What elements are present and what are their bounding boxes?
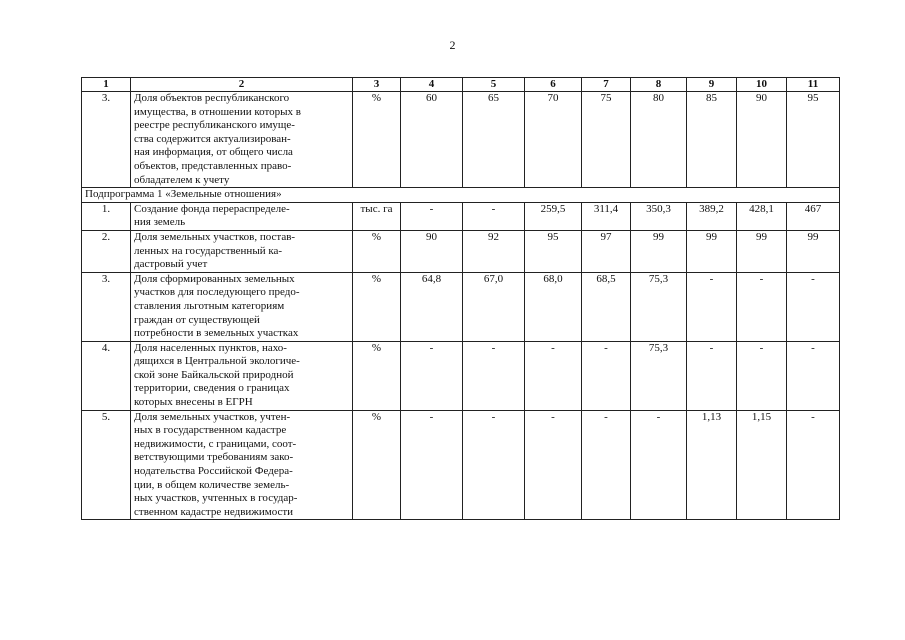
- value-cell: -: [737, 341, 787, 410]
- value-cell: -: [687, 341, 737, 410]
- header-cell: 9: [687, 78, 737, 92]
- header-cell: 4: [401, 78, 463, 92]
- table-header-row: [82, 78, 840, 92]
- value-cell: -: [401, 410, 463, 520]
- description-line: ная информация, от общего числа: [134, 146, 293, 159]
- header-cell: 3: [353, 78, 401, 92]
- row-number: 2.: [82, 230, 131, 272]
- description-line: ции, в общем количестве земель-: [134, 478, 290, 491]
- value-cell: 259,5: [525, 202, 582, 230]
- table-row: [82, 92, 840, 188]
- subprogram-row: [82, 188, 840, 203]
- unit-cell: %: [353, 230, 401, 272]
- description-line: ственном кадастре недвижимости: [134, 505, 294, 518]
- description-line: ния земель: [134, 216, 186, 229]
- table-row: [82, 272, 840, 341]
- description-line: Доля сформированных земельных: [134, 272, 295, 285]
- value-cell: -: [463, 202, 525, 230]
- description-line: Доля земельных участков, постав-: [134, 230, 296, 243]
- value-cell: 80: [631, 92, 687, 188]
- value-cell: 311,4: [582, 202, 631, 230]
- table-row: [82, 341, 840, 410]
- header-cell: 5: [463, 78, 525, 92]
- description-line: территории, сведения о границах: [134, 382, 290, 395]
- value-cell: -: [787, 341, 840, 410]
- page-number: 2: [449, 38, 456, 52]
- header-cell: 10: [737, 78, 787, 92]
- table-row: [82, 202, 840, 230]
- value-cell: -: [401, 202, 463, 230]
- value-cell: 90: [401, 230, 463, 272]
- value-cell: 95: [525, 230, 582, 272]
- description-line: которых внесены в ЕГРН: [134, 396, 253, 409]
- value-cell: 68,5: [582, 272, 631, 341]
- description-line: ской зоне Байкальской природной: [134, 368, 294, 381]
- value-cell: -: [582, 410, 631, 520]
- description-line: Доля объектов республиканского: [134, 92, 290, 104]
- value-cell: -: [687, 272, 737, 341]
- unit-cell: %: [353, 272, 401, 341]
- table-body: [82, 92, 840, 520]
- value-cell: 68,0: [525, 272, 582, 341]
- indicator-description: [131, 341, 353, 410]
- description-line: дастровый учет: [134, 258, 208, 271]
- value-cell: -: [525, 410, 582, 520]
- value-cell: 75: [582, 92, 631, 188]
- description-line: нодательства Российской Федера-: [134, 465, 293, 478]
- value-cell: -: [582, 341, 631, 410]
- header-cell: 6: [525, 78, 582, 92]
- value-cell: 64,8: [401, 272, 463, 341]
- unit-cell: тыс. га: [353, 202, 401, 230]
- value-cell: 99: [787, 230, 840, 272]
- value-cell: 65: [463, 92, 525, 188]
- value-cell: -: [737, 272, 787, 341]
- description-line: недвижимости, с границами, соот-: [134, 437, 297, 450]
- header-cell: 8: [631, 78, 687, 92]
- value-cell: -: [787, 410, 840, 520]
- description-line: ных в государственном кадастре: [134, 424, 287, 437]
- description-line: ленных на государственный ка-: [134, 244, 283, 257]
- value-cell: 95: [787, 92, 840, 188]
- row-number: 1.: [82, 202, 131, 230]
- value-cell: -: [401, 341, 463, 410]
- value-cell: -: [525, 341, 582, 410]
- description-line: Создание фонда перераспределе-: [134, 202, 290, 215]
- indicator-description: [131, 92, 353, 188]
- row-number: 5.: [82, 410, 131, 520]
- description-line: объектов, представленных право-: [134, 159, 292, 172]
- unit-cell: %: [353, 341, 401, 410]
- indicator-description: [131, 230, 353, 272]
- value-cell: 350,3: [631, 202, 687, 230]
- row-number: 4.: [82, 341, 131, 410]
- value-cell: -: [463, 410, 525, 520]
- header-cell: 11: [787, 78, 840, 92]
- value-cell: 389,2: [687, 202, 737, 230]
- value-cell: 428,1: [737, 202, 787, 230]
- value-cell: -: [463, 341, 525, 410]
- description-line: Доля населенных пунктов, нахо-: [134, 341, 287, 354]
- description-line: обладателем к учету: [134, 173, 230, 186]
- value-cell: 99: [737, 230, 787, 272]
- description-line: Доля земельных участков, учтен-: [134, 410, 291, 423]
- indicator-description: [131, 410, 353, 520]
- value-cell: 67,0: [463, 272, 525, 341]
- value-cell: 97: [582, 230, 631, 272]
- description-line: ных участков, учтенных в государ-: [134, 492, 298, 505]
- value-cell: 70: [525, 92, 582, 188]
- indicator-description: [131, 272, 353, 341]
- row-number: 3.: [82, 272, 131, 341]
- description-line: имущества, в отношении которых в: [134, 105, 301, 118]
- table-row: [82, 410, 840, 520]
- subprogram-title: Подпрограмма 1 «Земельные отношения»: [82, 188, 840, 203]
- unit-cell: %: [353, 410, 401, 520]
- header-cell: 1: [82, 78, 131, 92]
- description-line: участков для последующего предо-: [134, 286, 300, 299]
- value-cell: 75,3: [631, 341, 687, 410]
- value-cell: 99: [687, 230, 737, 272]
- value-cell: 1,15: [737, 410, 787, 520]
- description-line: ветствующими требованиям зако-: [134, 451, 294, 464]
- value-cell: 467: [787, 202, 840, 230]
- value-cell: 60: [401, 92, 463, 188]
- description-line: граждан от существующей: [134, 313, 260, 326]
- header-cell: 7: [582, 78, 631, 92]
- indicators-table: [81, 77, 840, 520]
- description-line: реестре республиканского имуще-: [134, 119, 295, 132]
- value-cell: 99: [631, 230, 687, 272]
- value-cell: 75,3: [631, 272, 687, 341]
- header-cell: 2: [131, 78, 353, 92]
- value-cell: 1,13: [687, 410, 737, 520]
- value-cell: -: [631, 410, 687, 520]
- value-cell: 85: [687, 92, 737, 188]
- description-line: дящихся в Центральной экологиче-: [134, 355, 300, 368]
- value-cell: 90: [737, 92, 787, 188]
- table-row: [82, 230, 840, 272]
- value-cell: 92: [463, 230, 525, 272]
- value-cell: -: [787, 272, 840, 341]
- description-line: ства содержится актуализирован-: [134, 132, 291, 145]
- description-line: ставления льготным категориям: [134, 299, 285, 312]
- indicator-description: [131, 202, 353, 230]
- description-line: потребности в земельных участках: [134, 327, 299, 340]
- row-number: 3.: [82, 92, 131, 188]
- unit-cell: %: [353, 92, 401, 188]
